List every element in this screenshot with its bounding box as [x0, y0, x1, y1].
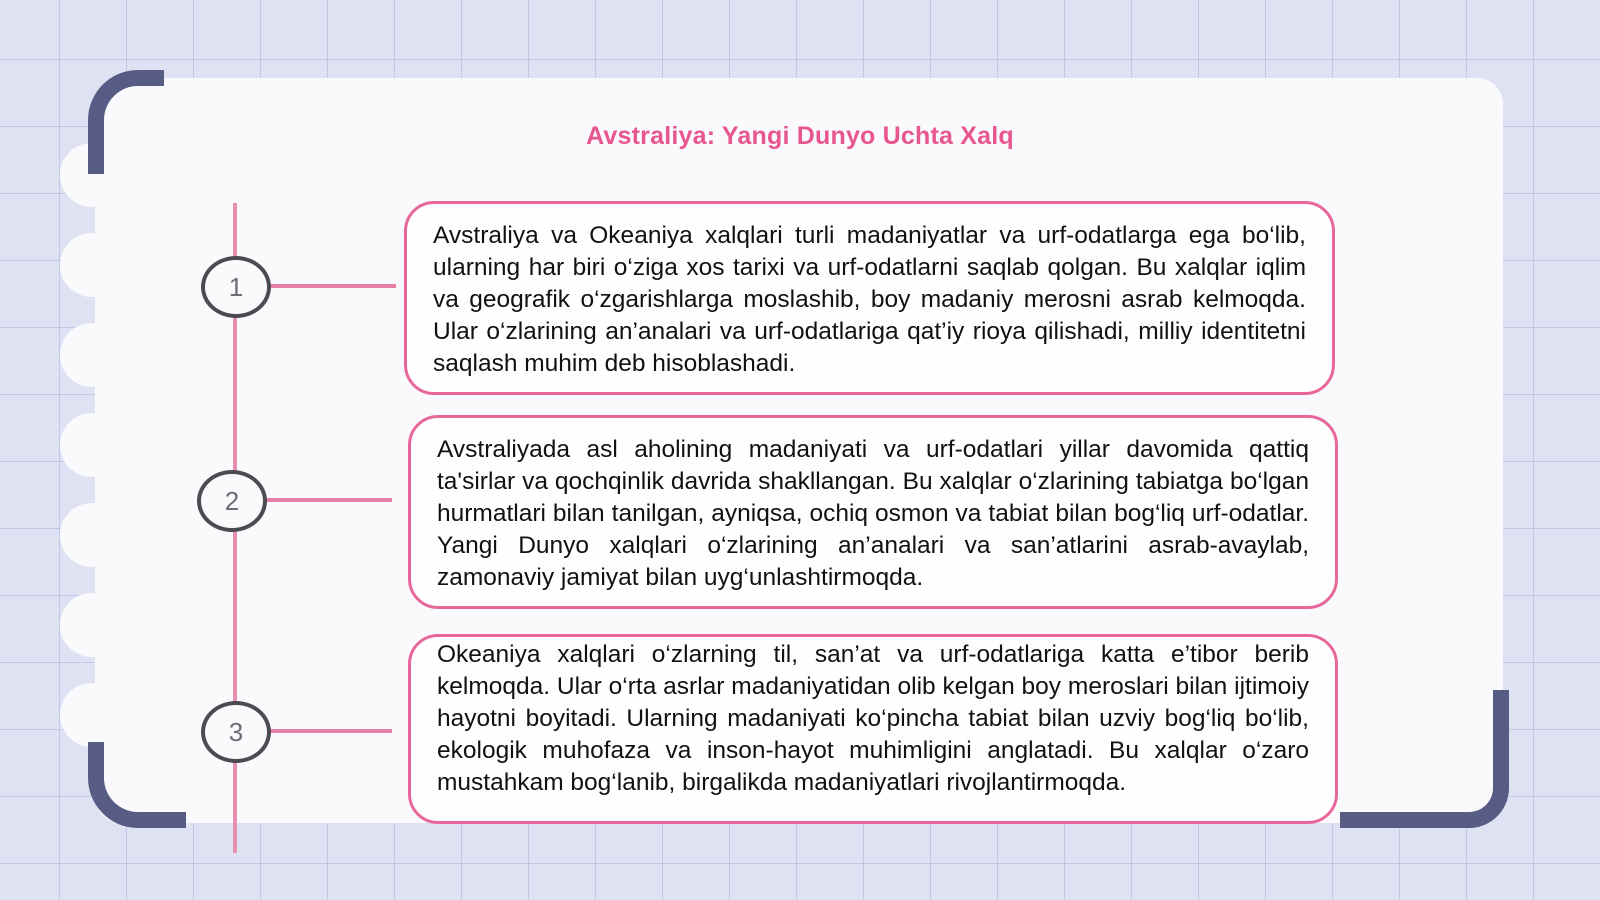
timeline-node-1 [201, 256, 271, 318]
frame-corner-bottom-right [1340, 690, 1509, 828]
timeline-connector-2 [262, 498, 392, 502]
timeline-text-box-2 [408, 415, 1338, 609]
timeline-node-2 [197, 470, 267, 532]
slide-title: Avstraliya: Yangi Dunyo Uchta Xalq [586, 122, 1014, 150]
timeline-text: Okeaniya xalqlari o‘zlarning til, san’at va urf-odatlariga katta e’tibor berib kelmoqda. Ular o‘rta asrlar madaniyatidan olib kelgan boy meroslari bilan ijtimoiy hayotni boyitadi. Ularning madaniyati ko‘pincha tabiat bilan uzviy bog‘liq bo‘lib, ekologik muhofaza va inson-hayot muhimligini anglatadi. Bu xalqlar o‘zaro mustahkam bog‘lanib, birgalikda madaniyatlari rivojlantirmoqda. [437, 641, 1309, 796]
timeline-connector-1 [266, 284, 396, 288]
timeline-text: Avstraliya va Okeaniya xalqlari turli madaniyatlar va urf-odatlarga ega bo‘lib, ularning har biri o‘ziga xos tarixi va urf-odatlarni saqlab qolgan. Bu xalqlar iqlim va geografik o‘zgarishlarga moslashib, boy madaniy merosni asrab kelmoqda. Ular o‘zlarining an’analari va urf-odatlariga qat’iy rioya qilishadi, milliy identitetni saqlash muhim deb hisoblashadi. [433, 222, 1306, 377]
timeline-connector-3 [266, 729, 392, 733]
timeline-number: 2 [224, 485, 240, 516]
timeline-number: 3 [228, 716, 244, 747]
timeline-text-box-3 [408, 634, 1338, 824]
timeline-text-box-1 [404, 201, 1335, 395]
timeline-node-3 [201, 701, 271, 763]
timeline-number: 1 [228, 271, 244, 302]
timeline-text: Avstraliyada asl aholining madaniyati va urf-odatlari yillar davomida qattiq ta'sirlar va qochqinlik davrida shakllangan. Bu xalqlar o‘zlarining tabiatga bo‘lgan hurmatlari bilan tanilgan, ayniqsa, ochiq osmon va tabiat bilan bog‘liq urf-odatlar. Yangi Dunyo xalqlari o‘zlarining an’analari va san’atlarini asrab-avaylab, zamonaviy jamiyat bilan uyg‘unlashtirmoqda. [437, 436, 1309, 591]
